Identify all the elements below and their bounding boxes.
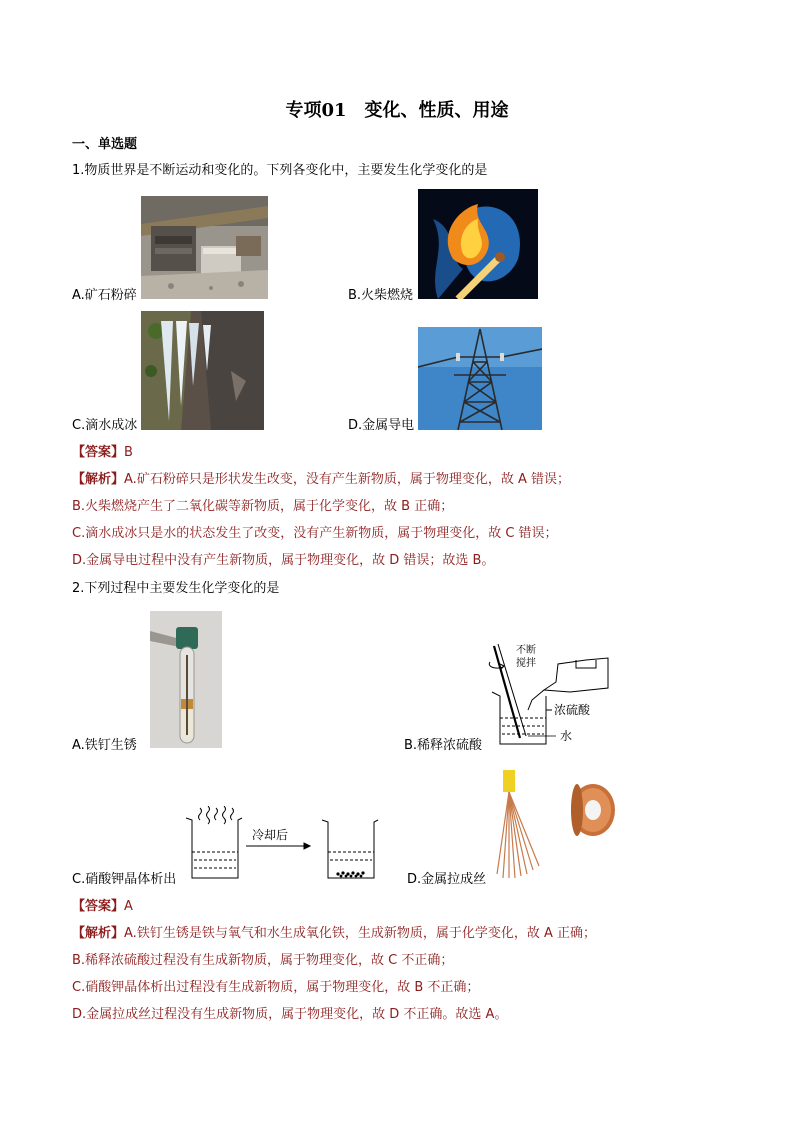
- q2-option-a: A.铁钉生锈: [72, 738, 137, 753]
- stir-label-1: 不断: [516, 645, 536, 656]
- match-burning-image: [418, 189, 538, 299]
- power-tower-image: [418, 327, 542, 430]
- page-title: 专项01 变化、性质、用途: [285, 100, 509, 121]
- q1-analysis-text-1: A.矿石粉碎只是形状发生改变，没有产生新物质，属于物理变化，故 A 错误；: [124, 472, 570, 487]
- q1-answer-line: [72, 444, 133, 462]
- section-heading: 一、单选题: [72, 137, 138, 152]
- q2-answer-tag: 【答案】: [72, 899, 125, 914]
- q2-answer-line: [72, 898, 133, 916]
- q2-option-c: C.硝酸钾晶体析出: [72, 872, 177, 887]
- acid-label: 浓硫酸: [554, 703, 591, 717]
- q1-option-b: B.火柴燃烧: [348, 288, 414, 303]
- q1-option-a: A.矿石粉碎: [72, 288, 137, 303]
- crystallization-diagram: [182, 806, 382, 882]
- q1-analysis-line-2: B.火柴燃烧产生了二氧化碳等新物质，属于化学变化，故 B 正确；: [72, 499, 454, 514]
- q2-stem: 2.下列过程中主要发生化学变化的是: [72, 581, 280, 596]
- q1-answer: B: [124, 445, 133, 460]
- q2-analysis-line-4: D.金属拉成丝过程没有生成新物质，属于物理变化，故 D 不正确。故选 A。: [72, 1007, 508, 1022]
- q2-analysis-line-2: B.稀释浓硫酸过程没有生成新物质，属于物理变化，故 C 不正确；: [72, 953, 454, 968]
- icicles-image: [141, 311, 264, 430]
- q1-analysis-line-1: [72, 471, 570, 489]
- q1-stem: 1.物质世界是不断运动和变化的。下列各变化中，主要发生化学变化的是: [72, 163, 488, 178]
- q1-analysis-line-3: C.滴水成冰只是水的状态发生了改变，没有产生新物质，属于物理变化，故 C 错误；: [72, 526, 558, 541]
- rusting-nail-tube-image: [150, 611, 222, 748]
- q2-analysis-line-3: C.硝酸钾晶体析出过程没有生成新物质，属于物理变化，故 B 不正确；: [72, 980, 480, 995]
- q2-option-d: D.金属拉成丝: [407, 872, 487, 887]
- q1-analysis-line-4: D.金属导电过程中没有产生新物质，属于物理变化，故 D 错误；故选 B。: [72, 553, 495, 568]
- water-label: 水: [560, 729, 573, 743]
- ore-crushing-image: [141, 196, 268, 299]
- cool-label: 冷却后: [252, 828, 289, 842]
- q2-analysis-text-1: A.铁钉生锈是铁与氧气和水生成氧化铁，生成新物质，属于化学变化，故 A 正确；: [124, 926, 596, 941]
- q2-analysis-tag: 【解析】: [72, 926, 125, 941]
- stir-label-2: 搅拌: [516, 658, 536, 669]
- q1-option-d: D.金属导电: [348, 418, 415, 433]
- q2-option-b: B.稀释浓硫酸: [404, 738, 483, 753]
- dilute-acid-diagram: [486, 640, 614, 748]
- q1-option-c: C.滴水成冰: [72, 418, 138, 433]
- q1-answer-tag: 【答案】: [72, 445, 125, 460]
- q2-answer: A: [124, 899, 133, 914]
- q2-analysis-line-1: [72, 925, 596, 943]
- copper-wire-image: [493, 770, 619, 880]
- q1-analysis-tag: 【解析】: [72, 472, 125, 487]
